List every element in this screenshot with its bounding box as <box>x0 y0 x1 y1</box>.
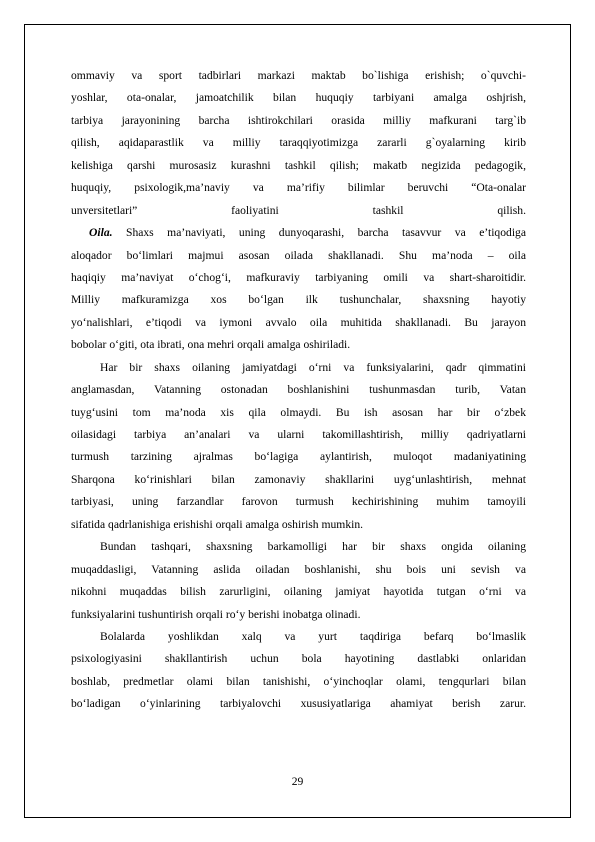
text-line: psixologiyasini shakllantirish uchun bola hayotining dastlabki onlaridan <box>71 652 526 666</box>
text-line: Milliy mafkuramizga xos bo‘lgan ilk tushunchalar, shaxsning hayotiy <box>71 293 526 307</box>
body-text <box>71 65 526 716</box>
text-line: yoshlar, ota-onalar, jamoatchilik bilan huquqiy tarbiyani amalga oshjrish, <box>71 91 526 105</box>
text-line: bo‘ladigan o‘yinlarining tarbiyalovchi xususiyatlariga ahamiyat berish zarur. <box>71 697 526 711</box>
text-line: tuyg‘usini tom ma’noda xis qila olmaydi. Bu ish asosan har bir o‘zbek <box>71 405 526 419</box>
text-line: boshlab, predmetlar olami bilan tanishishi, o‘yinchoqlar olami, tengqurlari bilan <box>71 674 526 688</box>
section-heading: Oila. <box>89 226 113 240</box>
text-line: turmush tarzining ajralmas bo‘lagiga aylantirish, muloqot madaniyatining <box>71 450 526 464</box>
text-line: unversitetlari” faoliyatini tashkil qilish. <box>71 203 526 217</box>
text-line: funksiyalarini tushuntirish orqali ro‘y berishi inobatga olinadi. <box>71 607 361 621</box>
text-line: nikohni muqaddas bilish zarurligini, oilaning jamiyat hayotida tutgan o‘rni va <box>71 585 526 599</box>
text-line: bobolar o‘giti, ota ibrati, ona mehri orqali amalga oshiriladi. <box>71 338 351 352</box>
text-line: oilasidagi tarbiya an’analari va ularni takomillashtirish, milliy qadriyatlarni <box>71 428 526 441</box>
text-line: tarbiyasi, uning farzandlar farovon turmush kechirishining muhim tamoyili <box>71 495 526 509</box>
text-line: yo‘nalishlari, e’tiqodi va iymoni avvalo oila muhitida shakllanadi. Bu jarayon <box>71 315 526 329</box>
text-line: haqiqiy ma’naviyat o‘chog‘i, mafkuraviy tarbiyaning omili va shart-sharoitidir. <box>71 270 526 284</box>
text-line: qilish, aqidaparastlik va milliy taraqqiyotimizga zararli g`oyalarning kirib <box>71 136 526 150</box>
text-line: kelishiga qarshi murosasiz kurashni tashkil qilish; makatb negizida pedagogik, <box>71 158 526 172</box>
text-line: Bundan tashqari, shaxsning barkamolligi har bir shaxs ongida oilaning <box>100 540 526 554</box>
text-line: Har bir shaxs oilaning jamiyatdagi o‘rni va funksiyalarini, qadr qimmatini <box>100 360 526 374</box>
text-line: muqaddasligi, Vatanning aslida oiladan boshlanishi, shu bois uni sevish va <box>71 562 526 576</box>
text-line: tarbiya jarayonining barcha ishtirokchilari orasida milliy mafkurani targ`ib <box>71 113 526 127</box>
text-line: Sharqona ko‘rinishlari bilan zamonaviy shakllarini uyg‘unlashtirish, mehnat <box>71 472 526 486</box>
text-line: huquqiy, psixologik,ma’naviy va ma’rifiy bilimlar beruvchi “Ota-onalar <box>71 181 526 195</box>
text-line: aloqador bo‘limlari majmui asosan oilada shakllanadi. Shu ma’noda – oila <box>71 248 526 262</box>
text-line: ommaviy va sport tadbirlari markazi maktab bo`lishiga erishish; o`quvchi- <box>71 69 526 82</box>
text-line: anglamasdan, Vatanning ostonadan boshlanishini tushunmasdan turib, Vatan <box>71 383 526 397</box>
heading-line-text: Shaxs ma’naviyati, uning dunyoqarashi, barcha tasavvur va e’tiqodiga <box>112 226 526 240</box>
heading-line <box>71 222 526 244</box>
page-number: 29 <box>291 775 304 788</box>
text-line: sifatida qadrlanishiga erishishi orqali amalga oshirish mumkin. <box>71 517 364 531</box>
text-line: Bolalarda yoshlikdan xalq va yurt taqdiriga befarq bo‘lmaslik <box>100 629 526 643</box>
